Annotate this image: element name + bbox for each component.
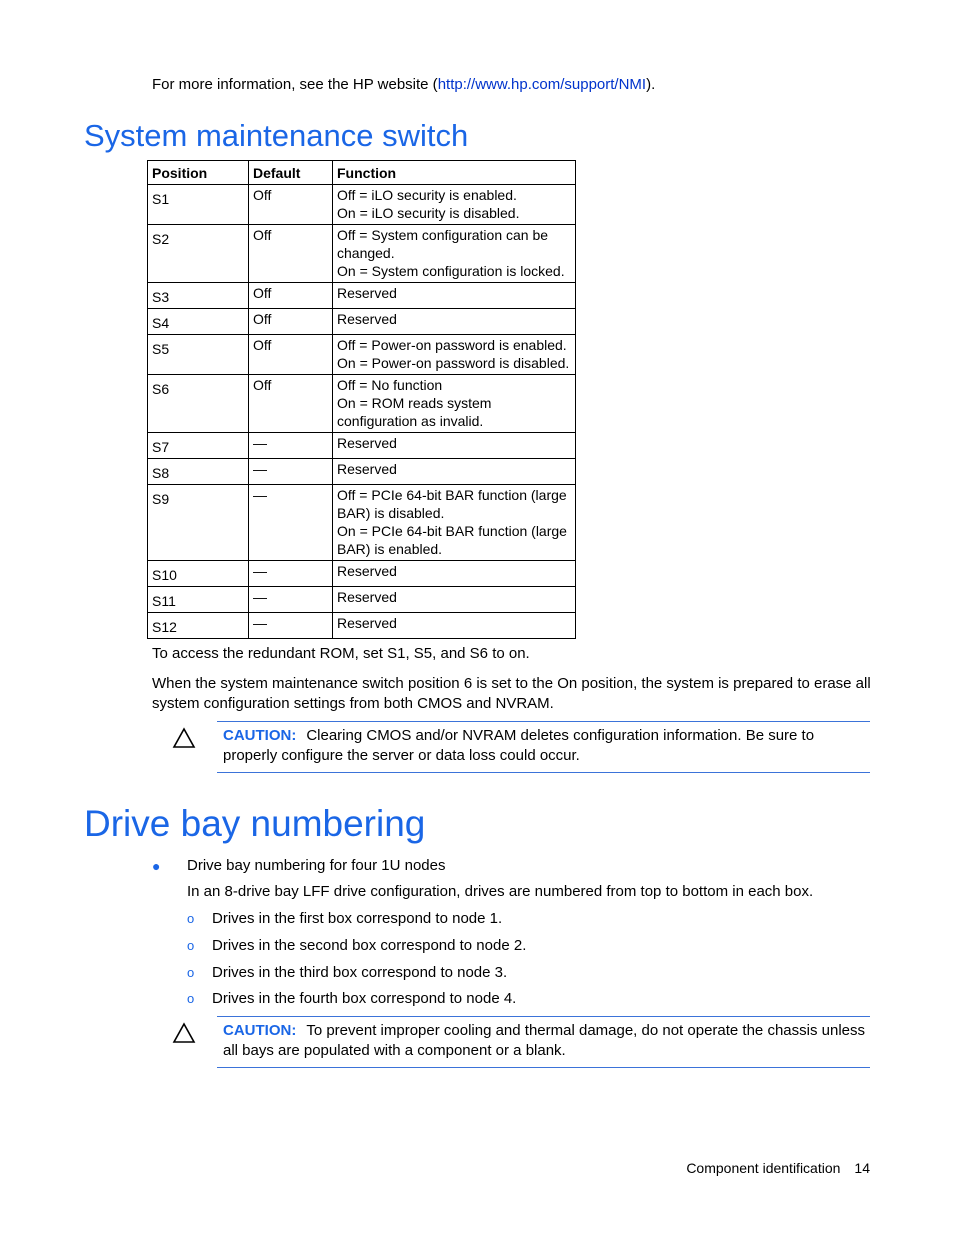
circle-bullet-icon: o (187, 965, 195, 980)
table-row (148, 309, 576, 335)
function-line: Off = PCIe 64-bit BAR function (large BAR) is disabled. (337, 487, 567, 521)
cell-position: S10 (148, 561, 249, 587)
table-row (148, 433, 576, 459)
function-line: Reserved (337, 285, 397, 301)
redundant-rom-paragraph: To access the redundant ROM, set S1, S5, and S6 to on. (152, 645, 530, 662)
bullet-icon: ● (152, 858, 161, 874)
function-line: Off = iLO security is enabled. (337, 187, 517, 203)
table-row (148, 375, 576, 433)
cell-position: S5 (148, 335, 249, 375)
circle-bullet-icon: o (187, 911, 195, 926)
cell-function (333, 561, 576, 587)
function-line: On = iLO security is disabled. (337, 205, 520, 221)
function-line: On = PCIe 64-bit BAR function (large BAR) is enabled. (337, 523, 567, 557)
header-function: Function (333, 161, 576, 185)
bullet-title: Drive bay numbering for four 1U nodes (187, 857, 446, 874)
cell-function (333, 335, 576, 375)
intro-suffix: ). (646, 76, 656, 93)
section-title-drive-bay: Drive bay numbering (84, 803, 426, 844)
footer-section-name: Component identification (686, 1160, 841, 1176)
cell-default: — (249, 485, 333, 561)
cell-position: S1 (148, 185, 249, 225)
list-item (187, 963, 787, 983)
cell-function (333, 433, 576, 459)
circle-bullet-icon: o (187, 938, 195, 953)
page-footer (686, 1158, 870, 1178)
cell-default: Off (249, 185, 333, 225)
table-row (148, 225, 576, 283)
cell-position: S7 (148, 433, 249, 459)
bullet-item-drive-bay (152, 856, 872, 876)
cell-function (333, 459, 576, 485)
caution-label: CAUTION: (223, 1022, 297, 1039)
table-row (148, 587, 576, 613)
table-row (148, 185, 576, 225)
cell-function (333, 485, 576, 561)
table-row (148, 613, 576, 639)
drive-config-description: In an 8-drive bay LFF drive configuration, drives are numbered from top to bottom in each box. (187, 883, 814, 900)
list-item-text: Drives in the second box correspond to node 2. (212, 937, 527, 954)
circle-bullet-icon: o (187, 991, 195, 1006)
table-row (148, 561, 576, 587)
function-line: Reserved (337, 589, 397, 605)
cell-function (333, 283, 576, 309)
list-item (187, 989, 787, 1009)
switch-position-paragraph: When the system maintenance switch position 6 is set to the On position, the system is prepared to erase all system configuration settings from both CMOS and NVRAM. (152, 675, 871, 712)
cell-default: Off (249, 283, 333, 309)
cell-default: Off (249, 375, 333, 433)
table-row (148, 485, 576, 561)
cell-default: Off (249, 335, 333, 375)
caution-icon (172, 1022, 196, 1044)
cell-function (333, 185, 576, 225)
function-line: Reserved (337, 435, 397, 451)
cell-default: Off (249, 309, 333, 335)
cell-default: — (249, 587, 333, 613)
caution-icon (172, 727, 196, 749)
function-line: Reserved (337, 311, 397, 327)
cell-default: — (249, 433, 333, 459)
cell-position: S2 (148, 225, 249, 283)
table-row (148, 459, 576, 485)
cell-function (333, 375, 576, 433)
table-row (148, 283, 576, 309)
function-line: Off = Power-on password is enabled. (337, 337, 567, 353)
caution-text: Clearing CMOS and/or NVRAM deletes configuration information. Be sure to properly configure the server or data loss could occur. (223, 727, 815, 764)
function-line: On = System configuration is locked. (337, 263, 565, 279)
function-line: Off = No function (337, 377, 443, 393)
header-position: Position (148, 161, 249, 185)
header-default: Default (249, 161, 333, 185)
page-number: 14 (854, 1160, 870, 1176)
table-header-row (148, 161, 576, 185)
cell-default: Off (249, 225, 333, 283)
cell-function (333, 613, 576, 639)
list-item (187, 936, 787, 956)
cell-position: S11 (148, 587, 249, 613)
function-line: Reserved (337, 563, 397, 579)
cell-default: — (249, 459, 333, 485)
caution-text: To prevent improper cooling and thermal damage, do not operate the chassis unless all bays are populated with a component or a blank. (223, 1022, 865, 1059)
list-item (187, 909, 787, 929)
caution-label: CAUTION: (223, 727, 297, 744)
caution-box-cooling (217, 1016, 870, 1068)
cell-function (333, 587, 576, 613)
list-item-text: Drives in the third box correspond to node 3. (212, 964, 508, 981)
section-title-maintenance-switch: System maintenance switch (84, 118, 469, 153)
cell-position: S9 (148, 485, 249, 561)
function-line: On = Power-on password is disabled. (337, 355, 570, 371)
cell-position: S4 (148, 309, 249, 335)
function-line: On = ROM reads system configuration as invalid. (337, 395, 492, 429)
cell-position: S6 (148, 375, 249, 433)
cell-function (333, 309, 576, 335)
caution-box-cmos (217, 721, 870, 773)
table-row (148, 335, 576, 375)
cell-position: S12 (148, 613, 249, 639)
cell-position: S3 (148, 283, 249, 309)
function-line: Reserved (337, 615, 397, 631)
cell-default: — (249, 561, 333, 587)
intro-prefix: For more information, see the HP website ( (152, 76, 438, 93)
switch-table (147, 160, 576, 639)
cell-position: S8 (148, 459, 249, 485)
cell-function (333, 225, 576, 283)
function-line: Off = System configuration can be changed. (337, 227, 549, 261)
list-item-text: Drives in the first box correspond to node 1. (212, 910, 503, 927)
list-item-text: Drives in the fourth box correspond to node 4. (212, 990, 517, 1007)
cell-default: — (249, 613, 333, 639)
function-line: Reserved (337, 461, 397, 477)
intro-paragraph (152, 75, 655, 95)
hp-support-link[interactable]: http://www.hp.com/support/NMI (437, 76, 647, 93)
